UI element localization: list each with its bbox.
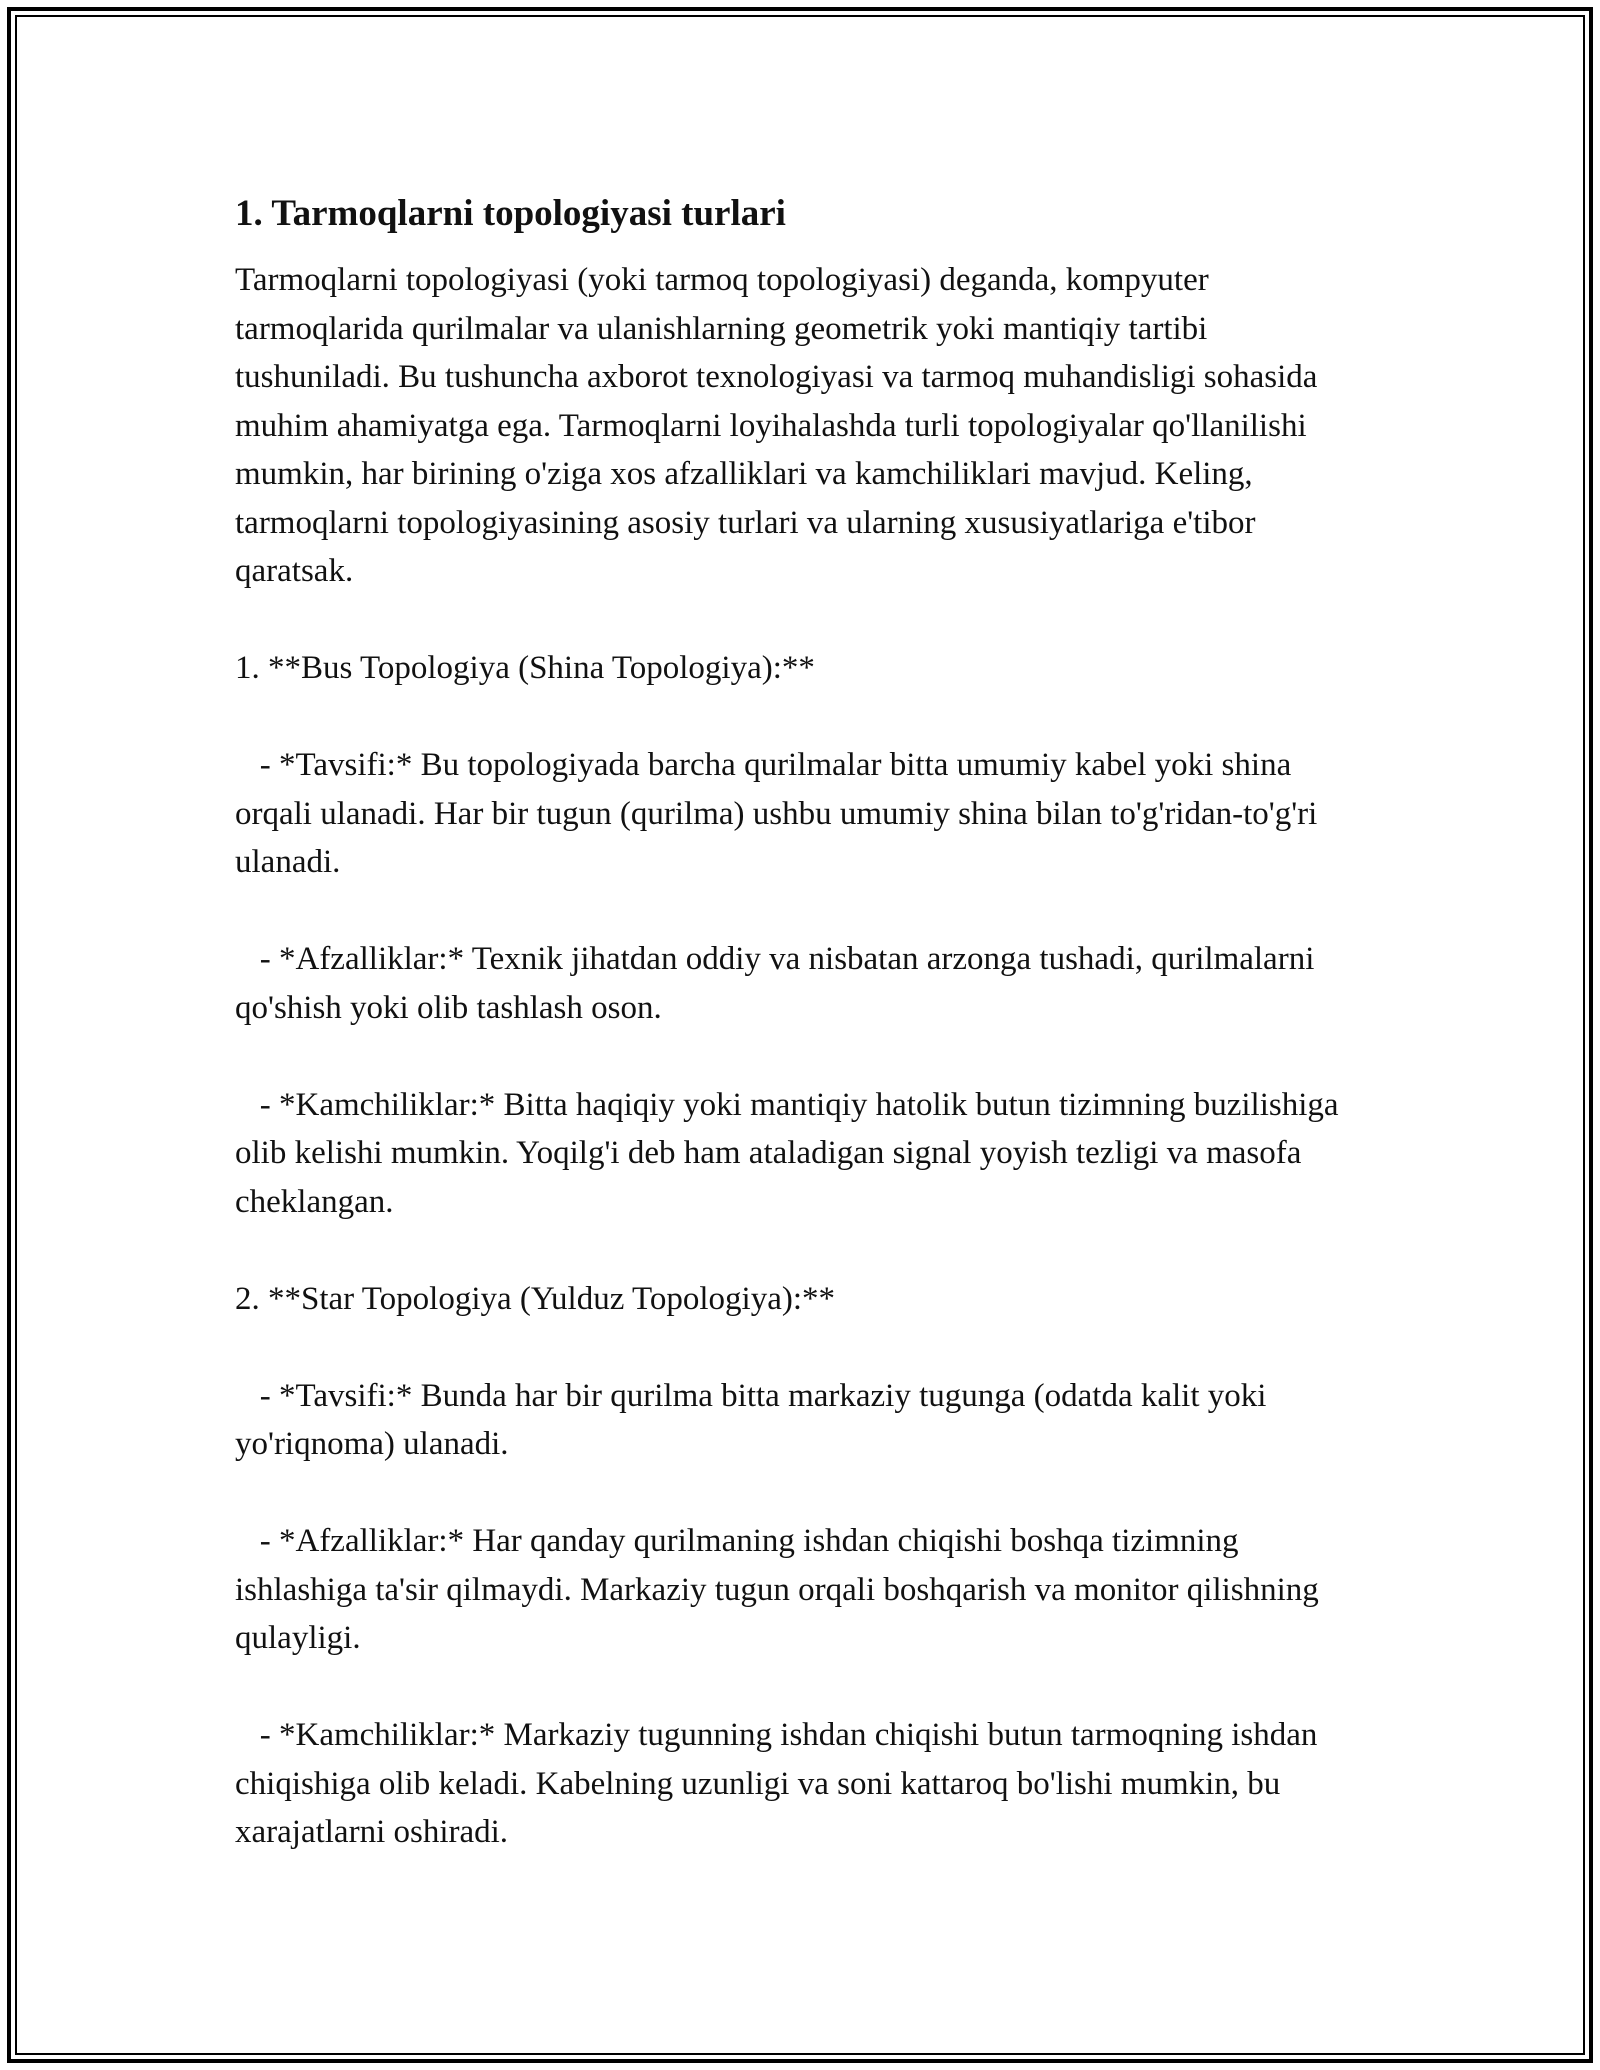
star-topology-description: - *Tavsifi:* Bunda har bir qurilma bitta markaziy tugunga (odatda kalit yoki yo'riqnoma) ulanadi. [235,1377,1275,1462]
star-topology-disadvantages: - *Kamchiliklar:* Markaziy tugunning ishdan chiqishi butun tarmoqning ishdan chiqishiga olib keladi. Kabelning uzunligi va soni kattaroq bo'lishi mumkin, bu xarajatlarni oshiradi. [235,1717,1326,1850]
bus-topology-description: - *Tavsifi:* Bu topologiyada barcha qurilmalar bitta umumiy kabel yoki shina orqali ulanadi. Har bir tugun (qurilma) ushbu umumiy shina bilan to'g'ridan-to'g'ri ulanadi. [235,747,1326,880]
document-body [235,188,1365,1857]
bus-topology-disadvantages: - *Kamchiliklar:* Bitta haqiqiy yoki mantiqiy hatolik butun tizimning buzilishiga olib kelishi mumkin. Yoqilg'i deb ham ataladigan signal yoyish tezligi va masofa cheklangan. [235,1086,1347,1220]
intro-paragraph: Tarmoqlarni topologiyasi (yoki tarmoq topologiyasi) deganda, kompyuter tarmoqlarida qurilmalar va ulanishlarning geometrik yoki mantiqiy tartibi tushuniladi. Bu tushuncha axborot texnologiyasi va tarmoq muhandisligi sohasida muhim ahamiyatga ega. Tarmoqlarni loyihalashda turli topologiyalar qo'llanilishi mumkin, har birining o'ziga xos afzalliklari va kamchiliklari mavjud. Keling, tarmoqlarni topologiyasining asosiy turlari va ularning xususiyatlariga e'tibor qaratsak. [235,262,1326,589]
bus-topology-title: 1. **Bus Topologiya (Shina Topologiya):** [235,650,815,686]
bus-topology-advantages: - *Afzalliklar:* Texnik jihatdan oddiy va nisbatan arzonga tushadi, qurilmalarni qo'shish yoki olib tashlash oson. [235,941,1323,1026]
section-heading: 1. Tarmoqlarni topologiyasi turlari [235,193,786,234]
star-topology-title: 2. **Star Topologiya (Yulduz Topologiya):** [235,1280,836,1317]
star-topology-advantages: - *Afzalliklar:* Har qanday qurilmaning ishdan chiqishi boshqa tizimning ishlashiga ta'sir qilmaydi. Markaziy tugun orqali boshqarish va monitor qilishning qulayligi. [235,1523,1328,1656]
